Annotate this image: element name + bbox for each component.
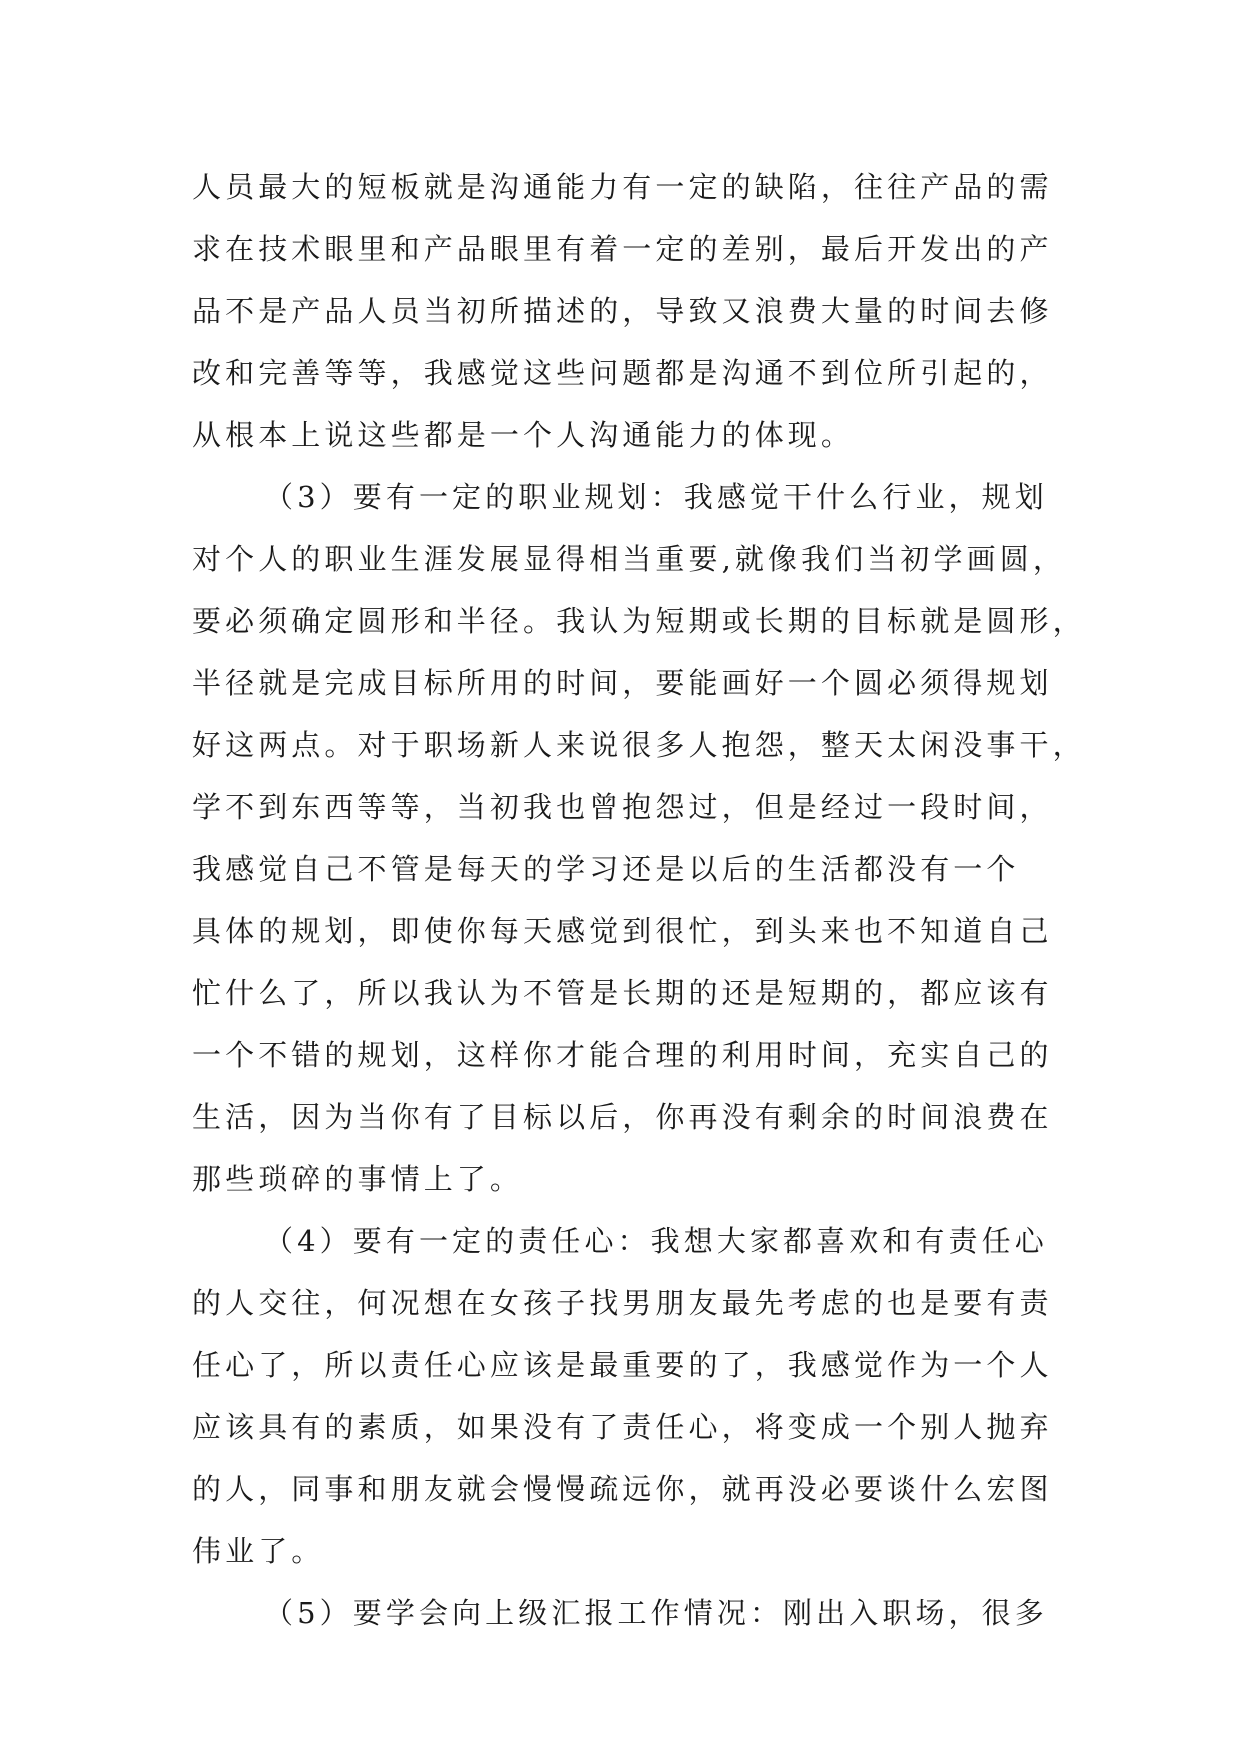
text-line: 改和完善等等，我感觉这些问题都是沟通不到位所引起的， xyxy=(192,356,1053,390)
text-line: 学不到东西等等，当初我也曾抱怨过，但是经过一段时间， xyxy=(192,790,1053,824)
text-line: 品不是产品人员当初所描述的，导致又浪费大量的时间去修 xyxy=(192,294,1053,328)
text-line: 人员最大的短板就是沟通能力有一定的缺陷，往往产品的需 xyxy=(192,170,1053,204)
text-line: 的人交往，何况想在女孩子找男朋友最先考虑的也是要有责 xyxy=(192,1286,1053,1320)
section-5-heading-line: （5）要学会向上级汇报工作情况：刚出入职场，很多 xyxy=(264,1596,1048,1630)
text-line: 那些琐碎的事情上了。 xyxy=(192,1162,524,1196)
body-text xyxy=(192,156,1086,1644)
text-line: 一个不错的规划，这样你才能合理的利用时间，充实自己的 xyxy=(192,1038,1053,1072)
text-line: 半径就是完成目标所用的时间，要能画好一个圆必须得规划 xyxy=(192,666,1053,700)
text-line: 的人，同事和朋友就会慢慢疏远你，就再没必要谈什么宏图 xyxy=(192,1472,1053,1506)
text-line: 对个人的职业生涯发展显得相当重要,就像我们当初学画圆， xyxy=(192,542,1066,576)
section-3-heading-line: （3）要有一定的职业规划：我感觉干什么行业，规划 xyxy=(264,480,1048,514)
text-line: 具体的规划，即使你每天感觉到很忙，到头来也不知道自己 xyxy=(192,914,1053,948)
section-4-heading-line: （4）要有一定的责任心：我想大家都喜欢和有责任心 xyxy=(264,1224,1048,1258)
text-line: 应该具有的素质，如果没有了责任心，将变成一个别人抛弃 xyxy=(192,1410,1053,1444)
text-line: 伟业了。 xyxy=(192,1534,325,1568)
text-line: 要必须确定圆形和半径。我认为短期或长期的目标就是圆形， xyxy=(192,604,1086,638)
text-line: 忙什么了，所以我认为不管是长期的还是短期的，都应该有 xyxy=(192,976,1053,1010)
text-line: 生活，因为当你有了目标以后，你再没有剩余的时间浪费在 xyxy=(192,1100,1053,1134)
text-line: 从根本上说这些都是一个人沟通能力的体现。 xyxy=(192,418,855,452)
text-line: 求在技术眼里和产品眼里有着一定的差别，最后开发出的产 xyxy=(192,232,1053,266)
text-line: 好这两点。对于职场新人来说很多人抱怨，整天太闲没事干， xyxy=(192,728,1086,762)
text-line: 任心了，所以责任心应该是最重要的了，我感觉作为一个人 xyxy=(192,1348,1053,1382)
text-line: 我感觉自己不管是每天的学习还是以后的生活都没有一个 xyxy=(192,852,1020,886)
